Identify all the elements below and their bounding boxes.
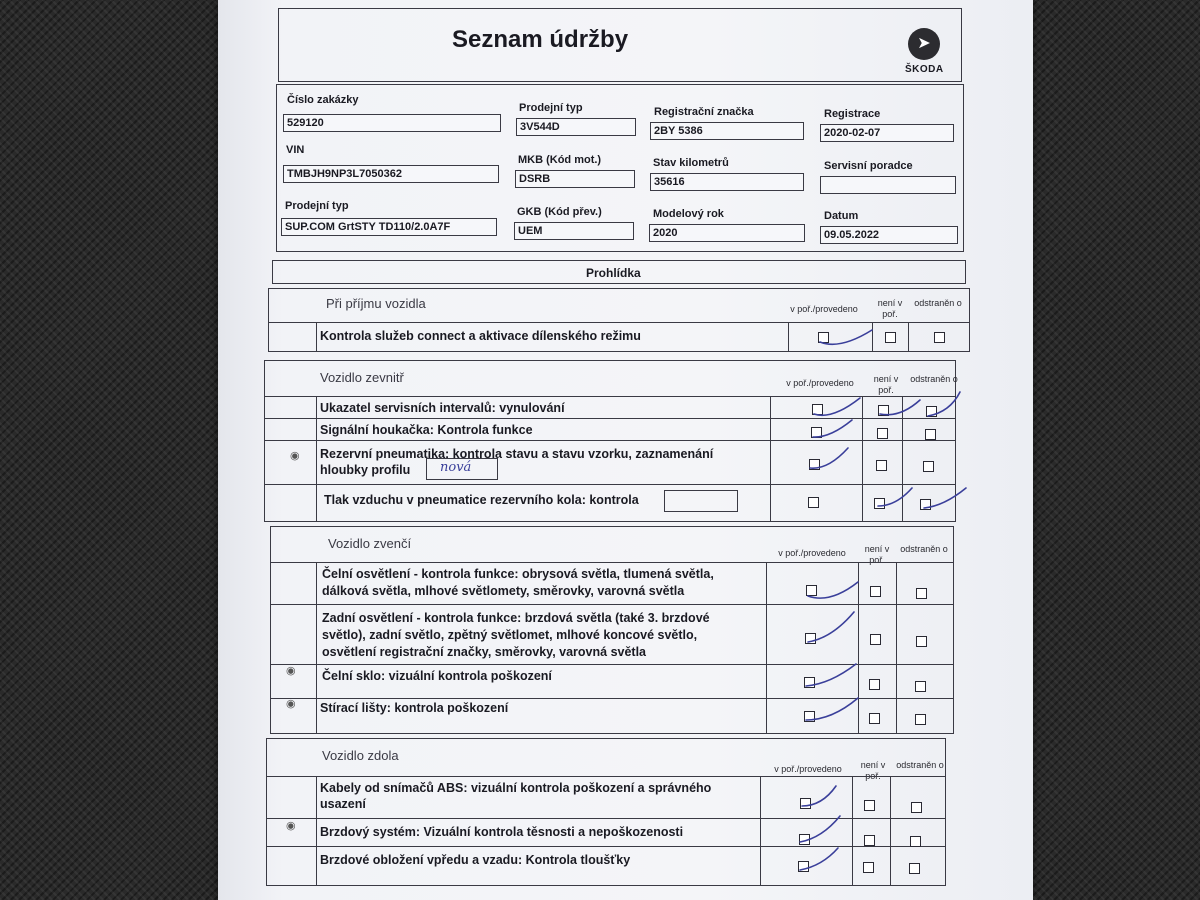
col-not-header: není v poř. bbox=[860, 760, 886, 781]
brand-name: ŠKODA bbox=[905, 64, 944, 75]
checkbox-done[interactable] bbox=[811, 427, 822, 438]
checkbox-not[interactable] bbox=[877, 428, 888, 439]
checkbox-fixed[interactable] bbox=[916, 588, 927, 599]
registration-label: Registrace bbox=[824, 108, 881, 120]
order-no-field: 529120 bbox=[283, 114, 501, 132]
col-done-header: v poř./provedeno bbox=[790, 304, 858, 314]
registration-field: 2020-02-07 bbox=[820, 124, 954, 142]
eye-icon: ◉ bbox=[286, 698, 296, 710]
col-fixed-header: odstraněn o bbox=[900, 544, 948, 554]
checkbox-fixed[interactable] bbox=[926, 406, 937, 417]
checkbox-fixed[interactable] bbox=[934, 332, 945, 343]
col-not-header: není v poř. bbox=[864, 544, 890, 565]
checkbox-done[interactable] bbox=[800, 798, 811, 809]
mkb-field: DSRB bbox=[515, 170, 635, 188]
sales-type-field: 3V544D bbox=[516, 118, 636, 136]
order-no-label: Číslo zakázky bbox=[287, 94, 359, 106]
mileage-label: Stav kilometrů bbox=[653, 157, 729, 169]
section-exterior-title: Vozidlo zvenčí bbox=[328, 536, 412, 551]
checkbox-fixed[interactable] bbox=[925, 429, 936, 440]
handwritten-note: nová bbox=[440, 460, 472, 475]
checkbox-fixed[interactable] bbox=[915, 714, 926, 725]
checkbox-done[interactable] bbox=[804, 711, 815, 722]
checkbox-done[interactable] bbox=[809, 459, 820, 470]
checkbox-not[interactable] bbox=[863, 862, 874, 873]
date-field: 09.05.2022 bbox=[820, 226, 958, 244]
checkbox-done[interactable] bbox=[818, 332, 829, 343]
checkbox-done[interactable] bbox=[808, 497, 819, 508]
col-done-header: v poř./provedeno bbox=[786, 378, 854, 388]
vin-field: TMBJH9NP3L7050362 bbox=[283, 165, 499, 183]
checkbox-fixed[interactable] bbox=[911, 802, 922, 813]
col-not-header: není v poř. bbox=[873, 374, 899, 395]
checkbox-not[interactable] bbox=[876, 460, 887, 471]
col-fixed-header: odstraněn o bbox=[914, 298, 962, 308]
checkbox-not[interactable] bbox=[864, 800, 875, 811]
checkbox-done[interactable] bbox=[799, 834, 810, 845]
inspection-title: Prohlídka bbox=[586, 266, 641, 280]
checkbox-not[interactable] bbox=[885, 332, 896, 343]
row-spare-tyre: Rezervní pneumatika: kontrola stavu a stavu vzorku, zaznamenání bbox=[320, 447, 714, 461]
checkbox-fixed[interactable] bbox=[910, 836, 921, 847]
checkbox-done[interactable] bbox=[805, 633, 816, 644]
row-brake-pads: Brzdové obložení vpředu a vzadu: Kontrola tloušťky bbox=[320, 853, 631, 867]
row-rear-lights-3: osvětlení registrační značky, směrovky, varovná světla bbox=[322, 645, 647, 659]
section-interior-title: Vozidlo zevnitř bbox=[320, 370, 404, 385]
vin-label: VIN bbox=[286, 144, 305, 156]
model-year-label: Modelový rok bbox=[653, 208, 724, 220]
row-wipers: Stírací lišty: kontrola poškození bbox=[320, 701, 509, 715]
mkb-label: MKB (Kód mot.) bbox=[518, 154, 602, 166]
section-underbody-title: Vozidlo zdola bbox=[322, 748, 399, 763]
checkbox-not[interactable] bbox=[869, 713, 880, 724]
checkbox-not[interactable] bbox=[870, 586, 881, 597]
col-done-header: v poř./provedeno bbox=[778, 548, 846, 558]
checkbox-not[interactable] bbox=[874, 498, 885, 509]
checkbox-fixed[interactable] bbox=[923, 461, 934, 472]
row-windscreen: Čelní sklo: vizuální kontrola poškození bbox=[322, 669, 552, 683]
reg-plate-field: 2BY 5386 bbox=[650, 122, 804, 140]
gkb-field: UEM bbox=[514, 222, 634, 240]
sales-type2-label: Prodejní typ bbox=[285, 200, 349, 212]
row-spare-tyre-2: hloubky profilu bbox=[320, 463, 411, 477]
page-title: Seznam údržby bbox=[452, 26, 629, 53]
eye-icon: ◉ bbox=[290, 450, 300, 462]
checkbox-not[interactable] bbox=[870, 634, 881, 645]
col-fixed-header: odstraněn o bbox=[910, 374, 958, 384]
row-abs-cables-2: usazení bbox=[320, 797, 366, 811]
checkbox-done[interactable] bbox=[806, 585, 817, 596]
advisor-label: Servisní poradce bbox=[824, 160, 913, 172]
checkbox-done[interactable] bbox=[798, 861, 809, 872]
checkbox-fixed[interactable] bbox=[916, 636, 927, 647]
col-fixed-header: odstraněn o bbox=[896, 760, 944, 770]
sales-type-label: Prodejní typ bbox=[519, 102, 583, 114]
checkbox-fixed[interactable] bbox=[915, 681, 926, 692]
model-year-field: 2020 bbox=[649, 224, 805, 242]
checkbox-done[interactable] bbox=[812, 404, 823, 415]
row-rear-lights: Zadní osvětlení - kontrola funkce: brzdová světla (také 3. brzdové bbox=[322, 611, 710, 625]
row-horn: Signální houkačka: Kontrola funkce bbox=[320, 423, 533, 437]
row-spare-pressure: Tlak vzduchu v pneumatice rezervního kola: kontrola bbox=[324, 493, 639, 507]
pressure-field bbox=[664, 490, 738, 512]
row-front-lights-2: dálková světla, mlhové světlomety, směrovky, varovná světla bbox=[322, 584, 685, 598]
eye-icon: ◉ bbox=[286, 665, 296, 677]
skoda-arrow-logo-icon: ➤ bbox=[908, 28, 940, 60]
col-done-header: v poř./provedeno bbox=[774, 764, 842, 774]
gkb-label: GKB (Kód přev.) bbox=[517, 206, 602, 218]
sales-type2-field: SUP.COM GrtSTY TD110/2.0A7F bbox=[281, 218, 497, 236]
checkbox-done[interactable] bbox=[804, 677, 815, 688]
checkbox-fixed[interactable] bbox=[920, 499, 931, 510]
checkbox-not[interactable] bbox=[864, 835, 875, 846]
checkbox-not[interactable] bbox=[869, 679, 880, 690]
row-front-lights: Čelní osvětlení - kontrola funkce: obrysová světla, tlumená světla, bbox=[322, 567, 714, 581]
checkbox-not[interactable] bbox=[878, 405, 889, 416]
row-rear-lights-2: světlo), zadní světlo, zpětný světlomet, mlhové koncové světlo, bbox=[322, 628, 698, 642]
advisor-field bbox=[820, 176, 956, 194]
col-not-header: není v poř. bbox=[877, 298, 903, 319]
date-label: Datum bbox=[824, 210, 859, 222]
row-service-interval: Ukazatel servisních intervalů: vynulování bbox=[320, 401, 565, 415]
eye-icon: ◉ bbox=[286, 820, 296, 832]
row-abs-cables: Kabely od snímačů ABS: vizuální kontrola poškození a správného bbox=[320, 781, 712, 795]
row-brake-system: Brzdový systém: Vizuální kontrola těsnosti a nepoškozenosti bbox=[320, 825, 684, 839]
reg-plate-label: Registrační značka bbox=[654, 106, 754, 118]
section-reception-title: Při příjmu vozidla bbox=[326, 296, 426, 311]
mileage-field: 35616 bbox=[650, 173, 804, 191]
checkbox-fixed[interactable] bbox=[909, 863, 920, 874]
row-connect-check: Kontrola služeb connect a aktivace dílenského režimu bbox=[320, 329, 641, 343]
